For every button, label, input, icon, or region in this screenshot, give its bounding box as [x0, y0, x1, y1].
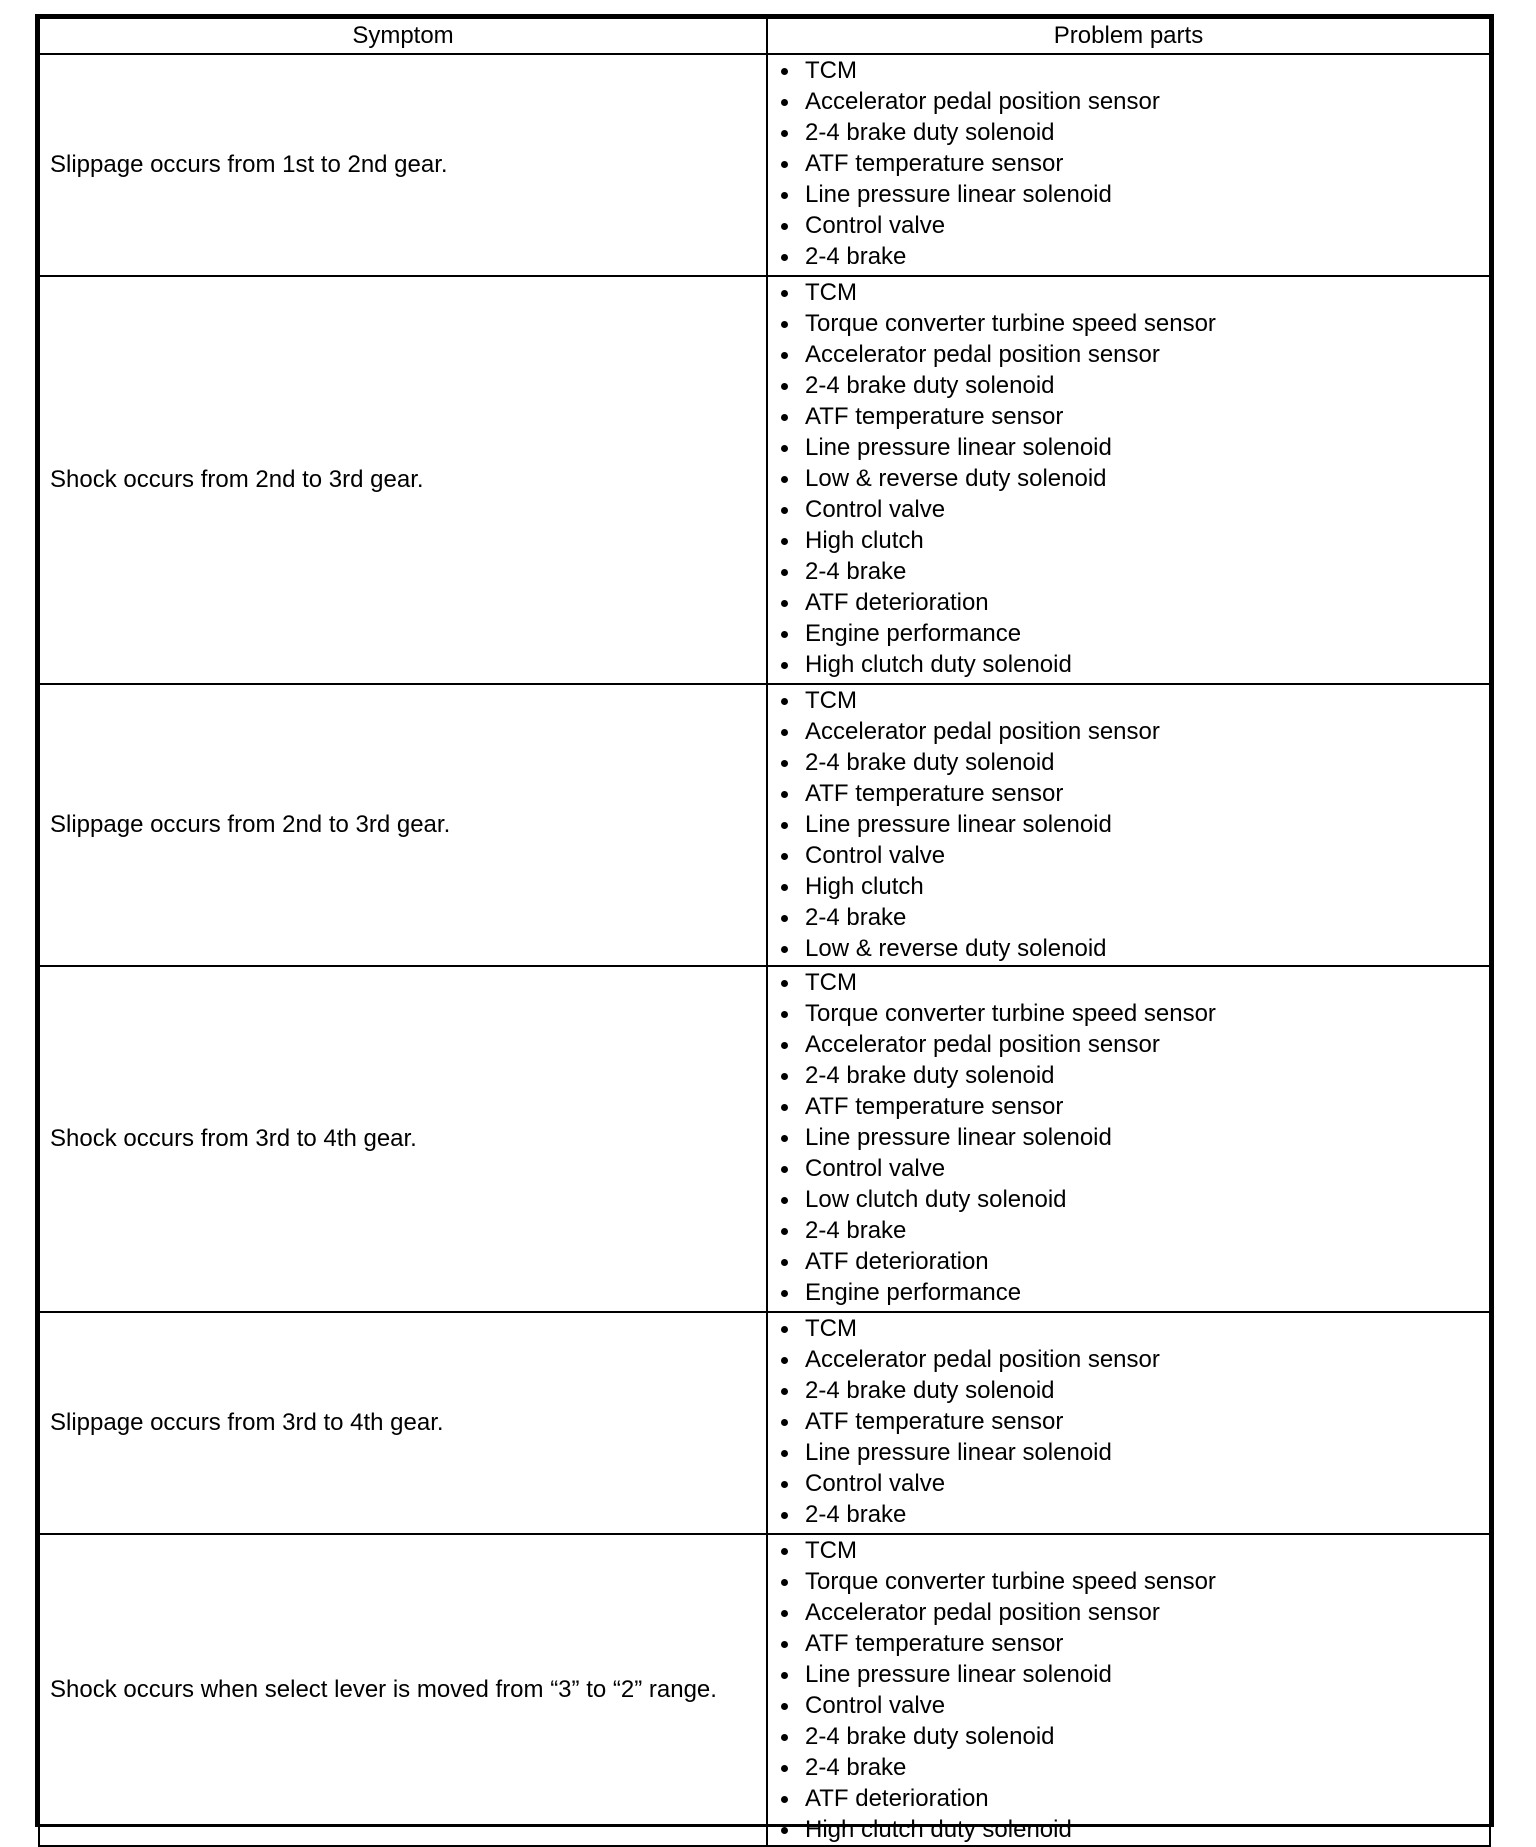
problem-part-item: Control valve [768, 210, 1489, 241]
problem-parts-cell [767, 1534, 1490, 1846]
problem-part-item: 2-4 brake duty solenoid [768, 370, 1489, 401]
problem-part-item: 2-4 brake duty solenoid [768, 1721, 1489, 1752]
problem-part-item: High clutch [768, 871, 1489, 902]
problem-part-item: ATF deterioration [768, 1246, 1489, 1277]
problem-parts-list [768, 1313, 1489, 1530]
problem-part-item: Control valve [768, 1690, 1489, 1721]
problem-part-item: Line pressure linear solenoid [768, 432, 1489, 463]
problem-part-item: Line pressure linear solenoid [768, 179, 1489, 210]
problem-part-item: Line pressure linear solenoid [768, 1437, 1489, 1468]
problem-part-item: Line pressure linear solenoid [768, 1659, 1489, 1690]
problem-part-item: Low clutch duty solenoid [768, 1184, 1489, 1215]
problem-parts-cell [767, 966, 1490, 1312]
problem-part-item: ATF deterioration [768, 1783, 1489, 1814]
problem-part-item: Torque converter turbine speed sensor [768, 998, 1489, 1029]
problem-part-item: ATF temperature sensor [768, 401, 1489, 432]
problem-part-item: Engine performance [768, 618, 1489, 649]
header-row [39, 18, 1490, 54]
problem-part-item: 2-4 brake duty solenoid [768, 1060, 1489, 1091]
symptom-cell: Shock occurs from 2nd to 3rd gear. [39, 276, 767, 684]
problem-part-item: TCM [768, 55, 1489, 86]
table-row [39, 1534, 1490, 1846]
problem-part-item: TCM [768, 685, 1489, 716]
problem-part-item: Accelerator pedal position sensor [768, 1029, 1489, 1060]
problem-part-item: TCM [768, 1313, 1489, 1344]
problem-part-item: High clutch duty solenoid [768, 1814, 1489, 1845]
symptom-cell: Slippage occurs from 3rd to 4th gear. [39, 1312, 767, 1534]
problem-part-item: Control valve [768, 494, 1489, 525]
table-row [39, 276, 1490, 684]
symptom-cell: Shock occurs when select lever is moved from “3” to “2” range. [39, 1534, 767, 1846]
problem-parts-list [768, 685, 1489, 964]
problem-parts-cell [767, 54, 1490, 276]
problem-part-item: 2-4 brake duty solenoid [768, 117, 1489, 148]
symptom-cell: Shock occurs from 3rd to 4th gear. [39, 966, 767, 1312]
problem-part-item: ATF temperature sensor [768, 148, 1489, 179]
problem-part-item: 2-4 brake [768, 241, 1489, 272]
table-row [39, 966, 1490, 1312]
problem-part-item: ATF temperature sensor [768, 1091, 1489, 1122]
problem-part-item: 2-4 brake [768, 1752, 1489, 1783]
problem-part-item: 2-4 brake [768, 556, 1489, 587]
symptom-table-grid [38, 17, 1491, 1847]
problem-part-item: 2-4 brake duty solenoid [768, 747, 1489, 778]
problem-part-item: 2-4 brake [768, 1215, 1489, 1246]
problem-parts-list [768, 967, 1489, 1308]
problem-parts-cell [767, 684, 1490, 966]
table-row [39, 54, 1490, 276]
problem-parts-list [768, 1535, 1489, 1845]
problem-part-item: 2-4 brake [768, 902, 1489, 933]
problem-part-item: 2-4 brake [768, 1499, 1489, 1530]
problem-parts-cell [767, 276, 1490, 684]
symptom-cell: Slippage occurs from 1st to 2nd gear. [39, 54, 767, 276]
symptom-cell: Slippage occurs from 2nd to 3rd gear. [39, 684, 767, 966]
problem-part-item: High clutch [768, 525, 1489, 556]
problem-part-item: ATF temperature sensor [768, 1406, 1489, 1437]
problem-part-item: Control valve [768, 840, 1489, 871]
table-body [39, 54, 1490, 1846]
problem-part-item: TCM [768, 1535, 1489, 1566]
problem-part-item: Low & reverse duty solenoid [768, 463, 1489, 494]
problem-part-item: Control valve [768, 1153, 1489, 1184]
problem-part-item: Line pressure linear solenoid [768, 809, 1489, 840]
problem-part-item: Accelerator pedal position sensor [768, 1344, 1489, 1375]
problem-part-item: Accelerator pedal position sensor [768, 339, 1489, 370]
problem-part-item: Low & reverse duty solenoid [768, 933, 1489, 964]
problem-part-item: 2-4 brake duty solenoid [768, 1375, 1489, 1406]
symptom-table [35, 14, 1494, 1843]
problem-parts-list [768, 277, 1489, 680]
table-row [39, 684, 1490, 966]
problem-part-item: Torque converter turbine speed sensor [768, 1566, 1489, 1597]
problem-part-item: Accelerator pedal position sensor [768, 86, 1489, 117]
table-row [39, 1312, 1490, 1534]
problem-parts-list [768, 55, 1489, 272]
problem-parts-cell [767, 1312, 1490, 1534]
problem-part-item: High clutch duty solenoid [768, 649, 1489, 680]
problem-part-item: TCM [768, 967, 1489, 998]
problem-part-item: Torque converter turbine speed sensor [768, 308, 1489, 339]
problem-part-item: ATF temperature sensor [768, 1628, 1489, 1659]
problem-part-item: TCM [768, 277, 1489, 308]
problem-part-item: Accelerator pedal position sensor [768, 716, 1489, 747]
header-problem-parts: Problem parts [767, 18, 1490, 54]
header-symptom: Symptom [39, 18, 767, 54]
problem-part-item: Control valve [768, 1468, 1489, 1499]
problem-part-item: Engine performance [768, 1277, 1489, 1308]
problem-part-item: Accelerator pedal position sensor [768, 1597, 1489, 1628]
problem-part-item: ATF deterioration [768, 587, 1489, 618]
problem-part-item: ATF temperature sensor [768, 778, 1489, 809]
problem-part-item: Line pressure linear solenoid [768, 1122, 1489, 1153]
